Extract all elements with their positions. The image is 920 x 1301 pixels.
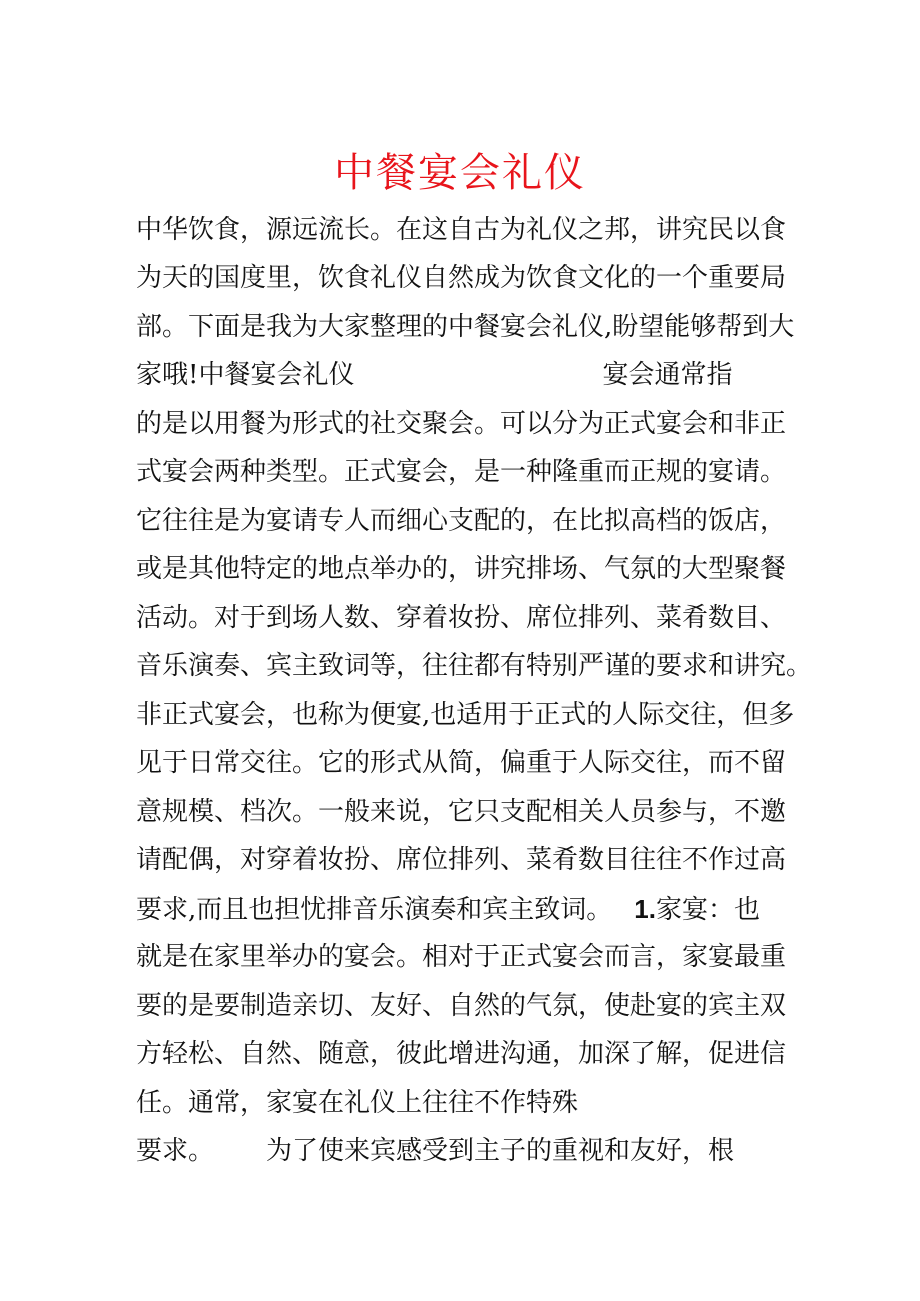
paragraph-line: 为天的国度里，饮食礼仪自然成为饮食文化的一个重要局	[136, 263, 787, 293]
line-segment: 家哦!中餐宴会礼仪	[136, 360, 355, 390]
line-segment: 要求,而且也担忧排音乐演奏和宾主致词。	[136, 895, 613, 925]
paragraph-line	[136, 357, 732, 393]
paragraph-line: 见于日常交往。它的形式从简，偏重于人际交往，而不留	[136, 748, 787, 778]
paragraph-line: 中华饮食，源远流长。在这自古为礼仪之邦，讲究民以食	[136, 215, 787, 245]
paragraph-line	[136, 891, 760, 928]
line-segment: 宴会通常指	[602, 360, 733, 390]
paragraph-line: 请配偶，对穿着妆扮、席位排列、菜肴数目往往不作过高	[136, 845, 787, 875]
paragraph-line: 任。通常，家宴在礼仪上往往不作特殊	[136, 1088, 579, 1118]
paragraph-line: 式宴会两种类型。正式宴会，是一种隆重而正规的宴请。	[136, 457, 787, 487]
line-segment: 家宴：也	[655, 895, 760, 925]
line-segment: 为了使来宾感受到主子的重视和友好，根	[266, 1136, 735, 1166]
paragraph-line: 就是在家里举办的宴会。相对于正式宴会而言，家宴最重	[136, 942, 787, 972]
paragraph-line: 活动。对于到场人数、穿着妆扮、席位排列、菜肴数目、	[136, 603, 787, 633]
paragraph-line: 方轻松、自然、随意，彼此增进沟通，加深了解，促进信	[136, 1039, 787, 1069]
paragraph-line: 音乐演奏、宾主致词等，往往都有特别严谨的要求和讲究。	[136, 651, 813, 681]
paragraph-line: 要的是要制造亲切、友好、自然的气氛，使赴宴的宾主双	[136, 991, 787, 1021]
paragraph-line: 非正式宴会，也称为便宴,也适用于正式的人际交往，但多	[136, 700, 795, 730]
paragraph-line: 意规模、档次。一般来说，它只支配相关人员参与，不邀	[136, 797, 787, 827]
list-number: 1.	[634, 894, 656, 924]
paragraph-line	[136, 1133, 734, 1169]
paragraph-line: 它往往是为宴请专人而细心支配的，在比拟高档的饭店，	[136, 506, 787, 536]
document-title: 中餐宴会礼仪	[334, 150, 586, 196]
paragraph-line: 或是其他特定的地点举办的，讲究排场、气氛的大型聚餐	[136, 554, 787, 584]
paragraph-line: 的是以用餐为形式的社交聚会。可以分为正式宴会和非正	[136, 409, 787, 439]
paragraph-line: 部。下面是我为大家整理的中餐宴会礼仪,盼望能够帮到大	[136, 312, 795, 342]
line-segment: 要求。	[136, 1136, 215, 1166]
